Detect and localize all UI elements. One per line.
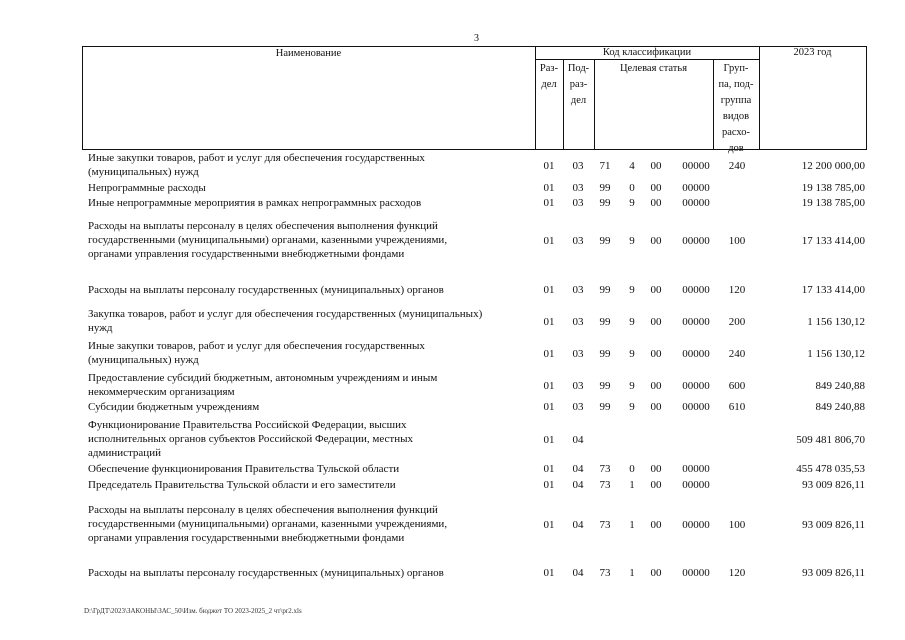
- header-year: 2023 год: [793, 47, 832, 58]
- row-name: Субсидии бюджетным учреждениям: [88, 401, 260, 413]
- code-c2: 9: [629, 197, 635, 209]
- code-rz: 01: [543, 567, 555, 579]
- header-vid-rashodov: Груп- па, под- группа видов расхо- дов: [718, 63, 754, 154]
- row-amount: 17 133 414,00: [801, 235, 865, 247]
- code-vr: 240: [728, 160, 746, 172]
- code-c1: 99: [599, 182, 611, 194]
- code-c4: 00000: [682, 463, 710, 475]
- row-name: Закупка товаров, работ и услуг для обеспечения государственных (муниципальных) нужд: [88, 308, 483, 334]
- row-amount: 19 138 785,00: [801, 197, 865, 209]
- row-amount: 849 240,88: [815, 380, 865, 392]
- row-name: Расходы на выплаты персоналу в целях обеспечения выполнения функций государственными (муниципальными) органами, казенными учреждениями, органами управления государственными внебюджетными фондами: [88, 504, 448, 544]
- row-amount: 93 009 826,11: [802, 567, 865, 579]
- code-c3: 00: [650, 197, 662, 209]
- code-c2: 0: [629, 463, 635, 475]
- code-c2: 9: [629, 284, 635, 296]
- code-c1: 99: [599, 380, 611, 392]
- code-rz: 01: [543, 316, 555, 328]
- code-c1: 73: [599, 463, 611, 475]
- row-amount: 93 009 826,11: [802, 519, 865, 531]
- code-c4: 00000: [682, 567, 710, 579]
- row-amount: 93 009 826,11: [802, 479, 865, 491]
- row-amount: 1 156 130,12: [807, 348, 865, 360]
- code-rz: 01: [543, 348, 555, 360]
- code-c2: 1: [629, 479, 635, 491]
- code-rz: 01: [543, 182, 555, 194]
- code-c3: 00: [650, 479, 662, 491]
- code-c1: 99: [599, 235, 611, 247]
- code-pr: 03: [572, 401, 584, 413]
- row-name: Председатель Правительства Тульской области и его заместители: [88, 479, 396, 491]
- code-rz: 01: [543, 519, 555, 531]
- code-c4: 00000: [682, 380, 710, 392]
- code-c4: 00000: [682, 235, 710, 247]
- code-c4: 00000: [682, 160, 710, 172]
- code-c3: 00: [650, 401, 662, 413]
- row-name: Иные закупки товаров, работ и услуг для обеспечения государственных (муниципальных) нужд: [88, 152, 425, 178]
- code-pr: 04: [572, 463, 584, 475]
- table-header: [82, 46, 867, 154]
- code-c2: 9: [629, 380, 635, 392]
- code-c3: 00: [650, 519, 662, 531]
- code-pr: 04: [572, 434, 584, 446]
- code-c1: 73: [599, 567, 611, 579]
- code-rz: 01: [543, 284, 555, 296]
- code-pr: 04: [572, 479, 584, 491]
- code-rz: 01: [543, 479, 555, 491]
- code-pr: 03: [572, 160, 584, 172]
- code-c4: 00000: [682, 348, 710, 360]
- row-name: Иные непрограммные мероприятия в рамках непрограммных расходов: [88, 197, 422, 209]
- code-c1: 71: [599, 160, 611, 172]
- code-vr: 120: [728, 284, 746, 296]
- code-c1: 99: [599, 316, 611, 328]
- code-pr: 03: [572, 182, 584, 194]
- code-c3: 00: [650, 463, 662, 475]
- code-c4: 00000: [682, 182, 710, 194]
- code-c3: 00: [650, 160, 662, 172]
- code-pr: 04: [572, 567, 584, 579]
- code-pr: 03: [572, 235, 584, 247]
- code-c3: 00: [650, 182, 662, 194]
- code-c4: 00000: [682, 197, 710, 209]
- code-pr: 04: [572, 519, 584, 531]
- code-rz: 01: [543, 197, 555, 209]
- header-name: Наименование: [275, 48, 342, 59]
- file-path-footer: D:\ГрДТ\2023\ЗАКОНЫ\ЗАС_50\Изм. бюджет ТО 2023-2025_2 чт\pr2.xls: [84, 607, 302, 615]
- row-amount: 19 138 785,00: [801, 182, 865, 194]
- code-c4: 00000: [682, 519, 710, 531]
- header-code-group: Код классификации: [602, 47, 692, 58]
- row-amount: 849 240,88: [815, 401, 865, 413]
- code-c3: 00: [650, 348, 662, 360]
- row-name: Расходы на выплаты персоналу государственных (муниципальных) органов: [88, 284, 444, 296]
- code-pr: 03: [572, 316, 584, 328]
- code-vr: 100: [728, 235, 746, 247]
- code-vr: 610: [728, 401, 746, 413]
- code-c2: 9: [629, 235, 635, 247]
- row-name: Расходы на выплаты персоналу государственных (муниципальных) органов: [88, 567, 444, 579]
- row-amount: 455 478 035,53: [796, 463, 865, 475]
- code-vr: 240: [728, 348, 746, 360]
- code-rz: 01: [543, 463, 555, 475]
- code-rz: 01: [543, 401, 555, 413]
- code-pr: 03: [572, 380, 584, 392]
- code-c3: 00: [650, 316, 662, 328]
- row-name: Расходы на выплаты персоналу в целях обеспечения выполнения функций государственными (муниципальными) органами, казенными учреждениями, органами управления государственными внебюджетными фондами: [88, 220, 448, 260]
- row-amount: 12 200 000,00: [801, 160, 865, 172]
- row-name: Обеспечение функционирования Правительства Тульской области: [88, 463, 400, 475]
- header-razdel: Раз- дел: [539, 63, 559, 90]
- row-name: Иные закупки товаров, работ и услуг для обеспечения государственных (муниципальных) нужд: [88, 340, 425, 366]
- code-c1: 73: [599, 479, 611, 491]
- header-target-article: Целевая статья: [619, 63, 688, 74]
- code-vr: 200: [728, 316, 746, 328]
- row-amount: 1 156 130,12: [807, 316, 865, 328]
- header-podrazdel: Под- раз- дел: [567, 63, 590, 106]
- code-c2: 9: [629, 348, 635, 360]
- code-c3: 00: [650, 235, 662, 247]
- page-number: 3: [474, 33, 479, 44]
- code-c4: 00000: [682, 316, 710, 328]
- code-c2: 9: [629, 316, 635, 328]
- code-vr: 120: [728, 567, 746, 579]
- code-vr: 600: [728, 380, 746, 392]
- code-c4: 00000: [682, 401, 710, 413]
- row-name: Непрограммные расходы: [88, 182, 206, 194]
- code-c2: 4: [629, 160, 635, 172]
- code-c1: 99: [599, 284, 611, 296]
- code-rz: 01: [543, 380, 555, 392]
- code-c3: 00: [650, 567, 662, 579]
- row-name: Функционирование Правительства Российской Федерации, высших исполнительных органов субъектов Российской Федерации, местных администраций: [88, 419, 414, 459]
- code-vr: 100: [728, 519, 746, 531]
- code-rz: 01: [543, 235, 555, 247]
- code-c1: 99: [599, 401, 611, 413]
- code-c1: 99: [599, 348, 611, 360]
- code-rz: 01: [543, 434, 555, 446]
- code-c4: 00000: [682, 284, 710, 296]
- code-rz: 01: [543, 160, 555, 172]
- code-pr: 03: [572, 197, 584, 209]
- code-c3: 00: [650, 284, 662, 296]
- code-c3: 00: [650, 380, 662, 392]
- row-amount: 509 481 806,70: [796, 434, 865, 446]
- code-c4: 00000: [682, 479, 710, 491]
- code-c2: 9: [629, 401, 635, 413]
- code-c1: 73: [599, 519, 611, 531]
- code-c2: 0: [629, 182, 635, 194]
- code-pr: 03: [572, 284, 584, 296]
- row-name: Предоставление субсидий бюджетным, автономным учреждениям и иным некоммерческим организациям: [88, 372, 438, 398]
- code-c1: 99: [599, 197, 611, 209]
- row-amount: 17 133 414,00: [801, 284, 865, 296]
- code-pr: 03: [572, 348, 584, 360]
- code-c2: 1: [629, 567, 635, 579]
- code-c2: 1: [629, 519, 635, 531]
